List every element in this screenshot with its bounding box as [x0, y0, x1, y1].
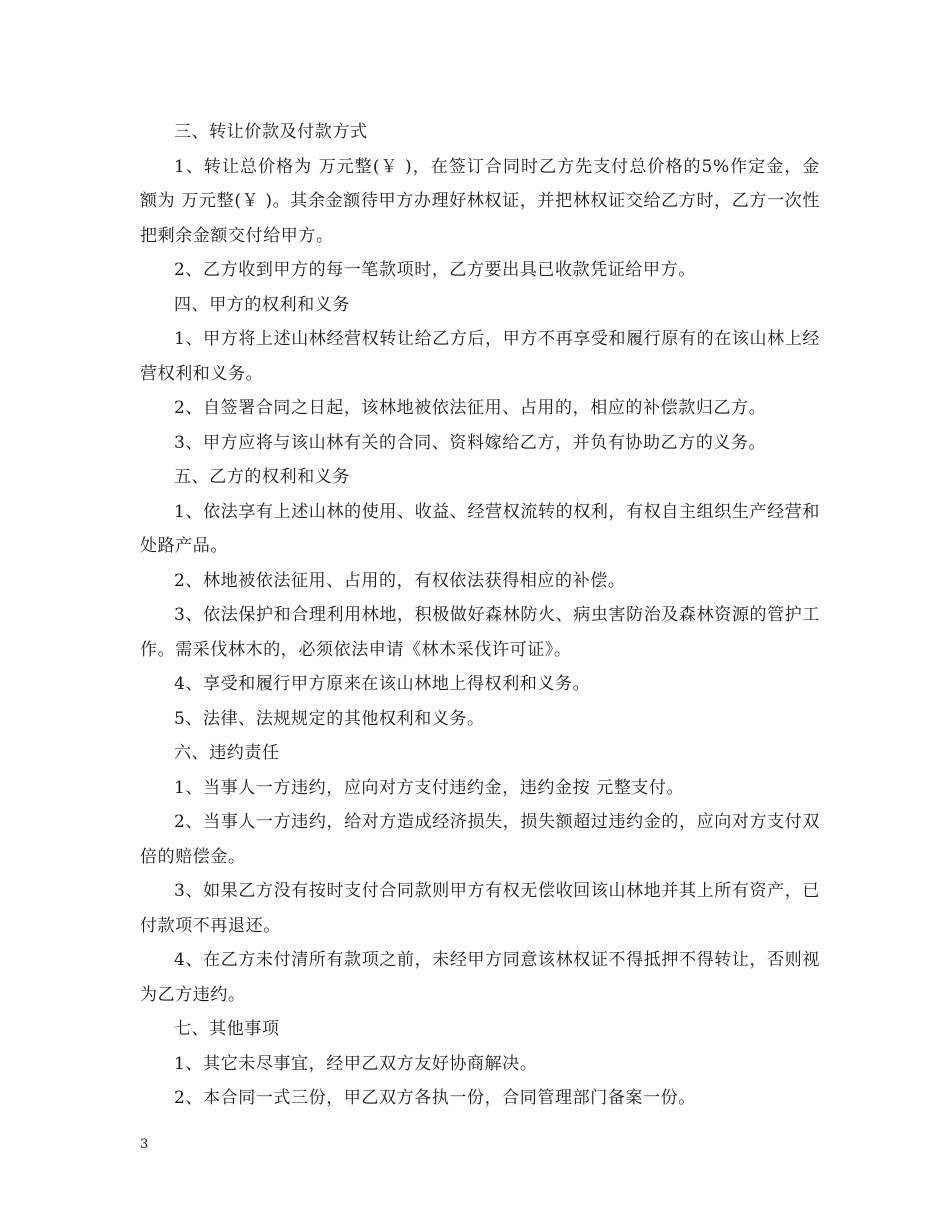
- page-number: 3: [140, 1137, 149, 1152]
- section-heading-party-b-rights: 五、乙方的权利和义务: [174, 467, 350, 487]
- clause-paragraph: 2、林地被依法征用、占用的，有权依法获得相应的补偿。: [174, 570, 626, 591]
- clause-paragraph: 1、当事人一方违约，应向对方支付违约金，违约金按 元整支付。: [174, 777, 685, 798]
- clause-paragraph: 2、自签署合同之日起，该林地被依法征用、占用的，相应的补偿款归乙方。: [174, 398, 767, 418]
- clause-paragraph: 2、当事人一方违约，给对方造成经济损失，损失额超过违约金的，应向对方支付双倍的赔偿金。: [140, 812, 820, 867]
- clause-paragraph: 1、其它未尽事宜，经甲乙双方友好协商解决。: [174, 1053, 538, 1074]
- document-body: [140, 115, 820, 1116]
- clause-paragraph: 2、乙方收到甲方的每一笔款项时，乙方要出具已收款凭证给甲方。: [174, 260, 696, 280]
- clause-paragraph: 3、甲方应将与该山林有关的合同、资料嫁给乙方，并负有协助乙方的义务。: [174, 432, 767, 453]
- clause-paragraph: 2、本合同一式三份，甲乙双方各执一份，合同管理部门备案一份。: [174, 1088, 696, 1108]
- clause-paragraph: 4、在乙方未付清所有款项之前，未经甲方同意该林权证不得抵押不得转让，否则视为乙方违约。: [140, 950, 820, 1005]
- section-heading-payment: 三、转让价款及付款方式: [174, 122, 368, 142]
- clause-paragraph: 1、甲方将上述山林经营权转让给乙方后，甲方不再享受和履行原有的在该山林上经营权利和义务。: [140, 329, 820, 384]
- clause-paragraph: 3、依法保护和合理利用林地，积极做好森林防火、病虫害防治及森林资源的管护工作。需采伐林木的，必须依法申请《林木采伐许可证》。: [140, 605, 820, 660]
- clause-paragraph: 4、享受和履行甲方原来在该山林地上得权利和义务。: [174, 674, 591, 694]
- section-heading-breach: 六、违约责任: [174, 743, 280, 763]
- clause-paragraph: 1、依法享有上述山林的使用、收益、经营权流转的权利，有权自主组织生产经营和处路产品。: [140, 501, 820, 556]
- section-heading-other-matters: 七、其他事项: [174, 1019, 280, 1039]
- clause-paragraph: 1、转让总价格为 万元整(￥ )，在签订合同时乙方先支付总价格的5%作定金，金额为 万元整(￥ )。其余金额待甲方办理好林权证，并把林权证交给乙方时，乙方一次性把剩余金额交付给甲方。: [140, 156, 820, 246]
- clause-paragraph: 3、如果乙方没有按时支付合同款则甲方有权无偿收回该山林地并其上所有资产，已付款项不再退还。: [140, 881, 820, 936]
- clause-paragraph: 5、法律、法规规定的其他权利和义务。: [174, 708, 485, 729]
- section-heading-party-a-rights: 四、甲方的权利和义务: [174, 294, 350, 315]
